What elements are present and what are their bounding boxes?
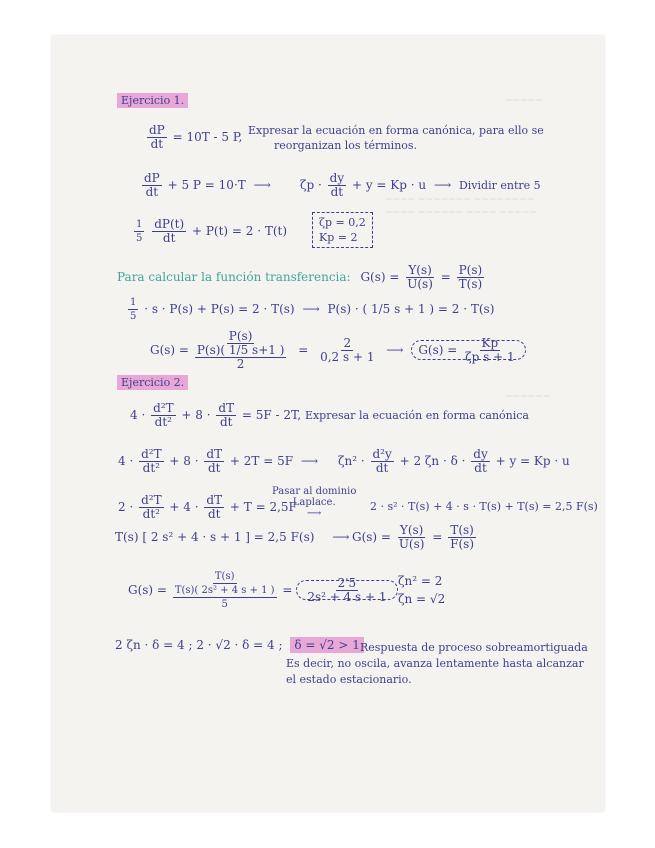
show-through-mark: ~~~~ ~~~~~~ ~~~~ ~~~~~ xyxy=(385,208,537,218)
ex2-final-transfer-function: $\frac{2'5}{\text{2s² + 4 s + 1}}$ xyxy=(296,580,397,600)
ex1-equation-1: $\frac{dP}{dt}$ = 10T - 5 P, xyxy=(149,123,243,151)
right-arrow-icon: ⟶ xyxy=(386,343,404,357)
ex2-equation-1: 4 · $\frac{\text{d²T}}{\text{dt²}}$ + 8 · $\frac{dT}{dt}$ = 5F - 2T, Expresar la ecuación en forma canónica xyxy=(130,401,529,429)
ex1-transfer-function-def: Para calcular la función transferencia: G(s) = $\frac{Y(s)}{U(s)}$ = $\frac{P(s)}{T(s)}$ xyxy=(117,263,483,291)
ex2-conclusion: Respuesta de proceso sobreamortiguada Es decir, no oscila, avanza lentamente hasta alcanzar el estado estacionario. xyxy=(286,641,588,686)
ex1-transfer-function-result: G(s) = P(s) P(s)( 1/5 s+1 ) 2 = $\frac{2}{0,2 s + 1}$ ⟶ G(s) = $\frac{Kp}{\text{ζp s + 1}}$ xyxy=(150,330,526,371)
right-arrow-icon: ⟶ xyxy=(307,508,322,519)
show-through-mark: ~~~~ ~~~~~~~ ~~~~~~~~ xyxy=(385,195,535,205)
ex2-zeta-values: ζn² = 2 ζn = √2 xyxy=(398,574,446,606)
right-arrow-icon: ⟶ xyxy=(433,178,452,192)
show-through-mark: ~~~~~~ xyxy=(505,392,551,402)
ex2-laplace-note: Pasar al dominio Laplace. ⟶ xyxy=(272,486,357,519)
right-arrow-icon: ⟶ xyxy=(302,302,320,316)
exercise-1-title: Ejercicio 1. xyxy=(117,94,188,107)
ex2-equation-3: 2 · $\frac{\text{d²T}}{\text{dt²}}$ + 4 · $\frac{dT}{dt}$ + T = 2,5F xyxy=(118,493,297,521)
exercise-2-title: Ejercicio 2. xyxy=(117,376,188,389)
ex1-parameters-box: ζp = 0,2 Kp = 2 xyxy=(312,212,373,248)
ex1-equation-2: $\frac{dP}{dt}$ + 5 P = 10·T ⟶ xyxy=(144,171,271,199)
ex1-canonical-form: ζp · $\frac{dy}{dt}$ + y = Kp · u ⟶ Dividir entre 5 xyxy=(300,171,541,199)
ex1-equation-3: $\frac{1}{5}$ $\frac{dP(t)}{dt}$ + P(t) = 2 · T(t) xyxy=(136,217,288,245)
ex2-damping-calculation: 2 ζn · δ = 4 ; 2 · √2 · δ = 4 ; δ = √2 > 1 xyxy=(115,638,364,652)
right-arrow-icon: ⟶ xyxy=(300,454,319,468)
ex2-equation-2: 4 · $\frac{\text{d²T}}{\text{dt²}}$ + 8 · $\frac{dT}{dt}$ + 2T = 5F ⟶ xyxy=(118,447,319,475)
ex2-canonical-form: ζn² · $\frac{\text{d²y}}{dt}$ + 2 ζn · δ · $\frac{dy}{dt}$ + y = Kp · u xyxy=(338,447,570,475)
ex2-laplace-equation: 2 · s² · T(s) + 4 · s · T(s) + T(s) = 2,5 F(s) xyxy=(370,500,598,513)
right-arrow-icon: ⟶ xyxy=(253,178,271,192)
ex1-instruction: Expresar la ecuación en forma canónica, para ello se reorganizan los términos. xyxy=(248,124,544,152)
show-through-mark: ~~~~~ xyxy=(505,96,543,106)
ex1-laplace-equation: $\frac{1}{5}$ · s · P(s) + P(s) = 2 · T(s) ⟶ P(s) · ( 1/5 s + 1 ) = 2 · T(s) xyxy=(130,297,495,322)
ex2-transfer-function-def: G(s) = $\frac{Y(s)}{U(s)}$ = $\frac{T(s)}{F(s)}$ xyxy=(352,523,475,551)
ex2-equation-4: T(s) [ 2 s² + 4 · s + 1 ] = 2,5 F(s) ⟶ xyxy=(115,530,350,544)
ex2-transfer-function-result: G(s) = T(s) T(s)( 2s² + 4 s + 1 ) 5 = $\frac{2'5}{\text{2s² + 4 s + 1}}$ xyxy=(128,570,398,611)
right-arrow-icon: ⟶ xyxy=(332,530,350,544)
ex1-final-transfer-function: G(s) = $\frac{Kp}{\text{ζp s + 1}}$ xyxy=(411,340,525,360)
